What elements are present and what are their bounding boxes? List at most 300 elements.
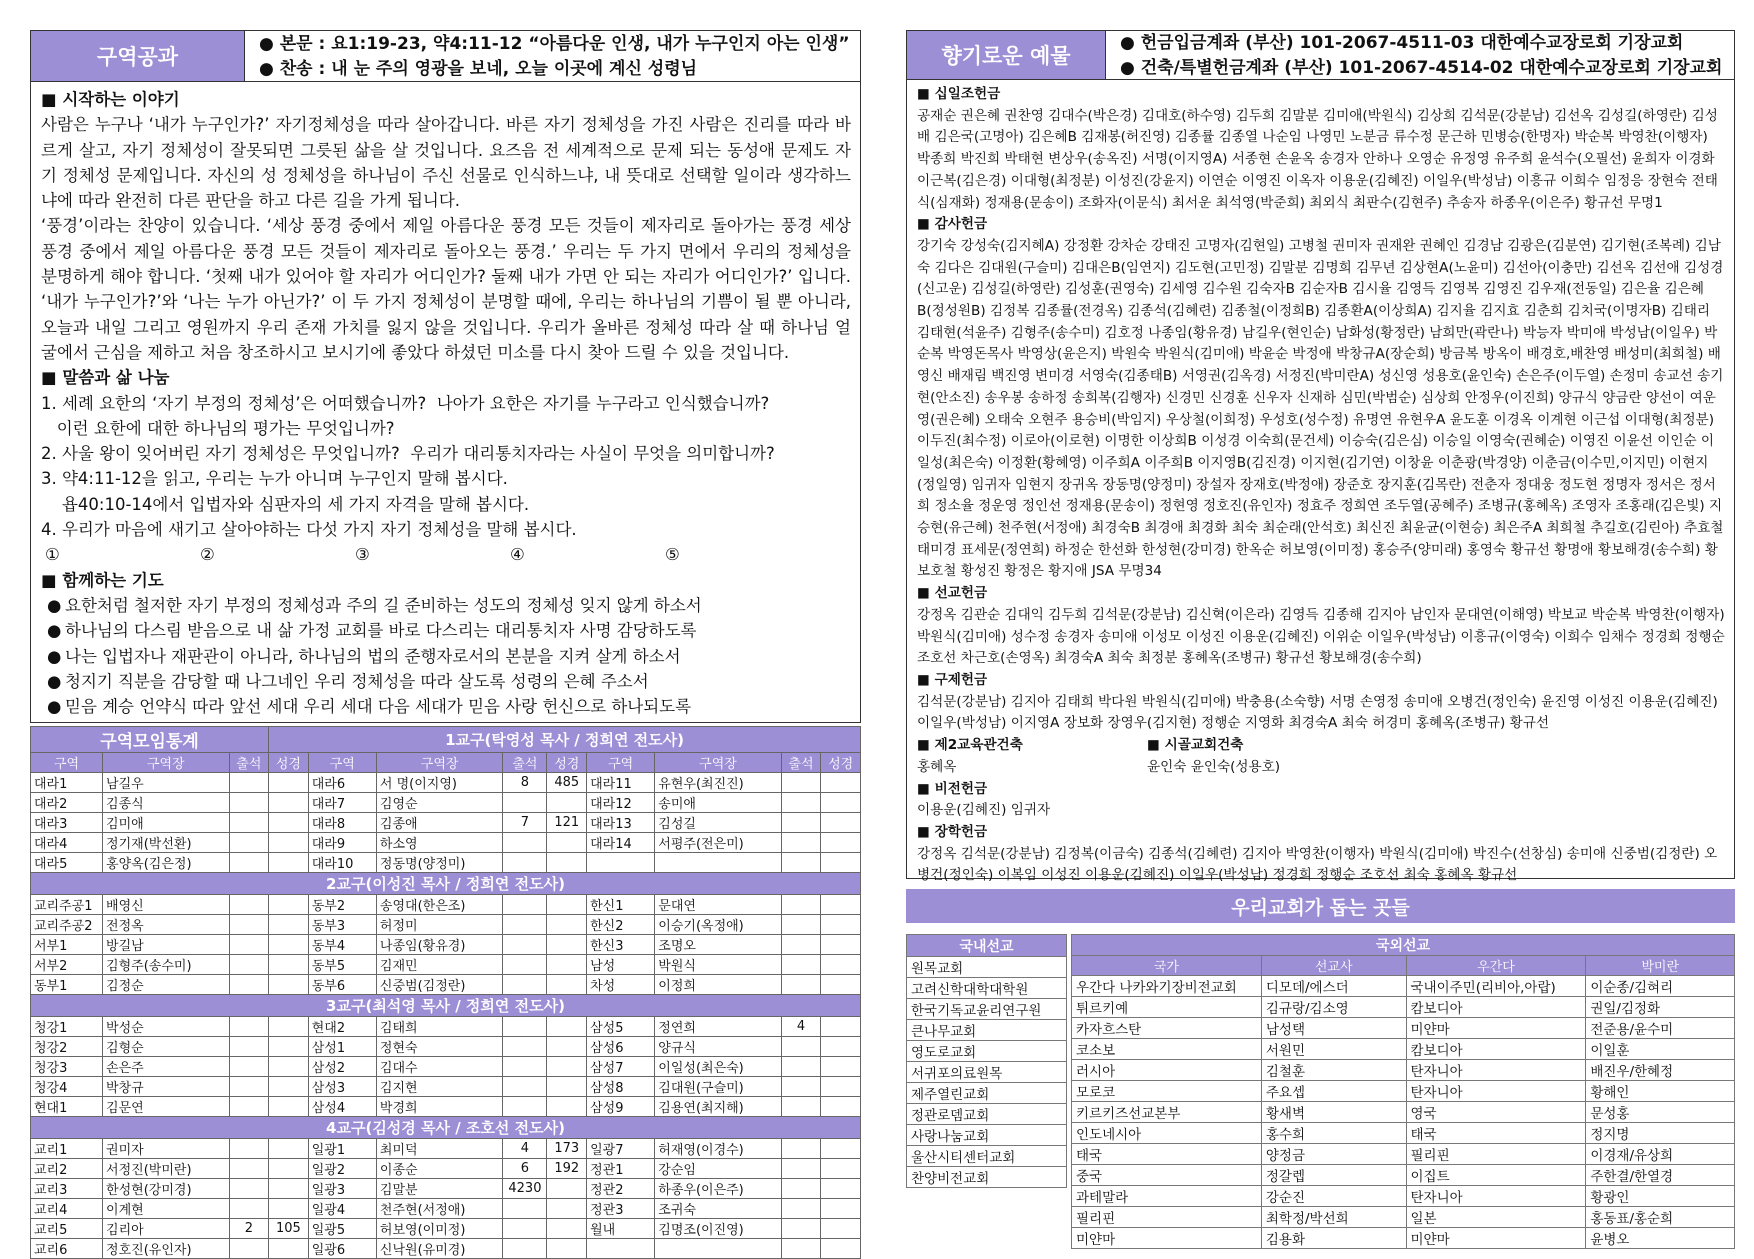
foreign-cell: 김용화 xyxy=(1261,1228,1406,1249)
stats-cell: 삼성3 xyxy=(308,1077,376,1097)
offering-title-education: ■ 제2교육관건축 xyxy=(917,737,1023,754)
offering-names-thanks: 강기숙 강성숙(김지혜A) 강정환 강차순 강태진 고명자(김현일) 고병철 권미자 권재완 권혜인 김경남 김광은(김분연) 김기현(조복례) 김남숙 김다은 김대원(구슬미) 김대은B(임연지) 김도현(고민정) 김말분 김명희 김무년 김상현A(노윤미) 김선아(이충만) 김선옥 김선애 김성경(신고운) 김성길(하영란) 김성훈(권영숙) 김세영 김수원 김숙자B 김순자B 김시율 김영득 김영복 김영진 김우재(전동일) 김은율 김은혜B(정성원B) 김정복 김종률(전경옥) 김종석(김혜련) 김종철(이정희B) 김종환A(이상희A) 김지율 김지효 김춘희 김치국(이명자B) 김태리 김태현(석윤주) 김형주(송수미) 김호정 나종임(황유경) 남길우(현인순) 남화성(황정란) 남희만(곽란나) 박능자 박미애 박성남(이일우) 박순복 박영돈목사 박영상(윤은지) 박원숙 박원식(김미애) 박윤순 박정애 박창규A(장순희) 방금복 방옥이 배경호,배찬영 배성미(최희철) 배영신 배재림 백진영 변미경 서영숙(김종태B) 서영권(김옥경) 서정진(박미란A) 성신영 성용호(윤인숙) 손은주(이두열) 손정미 송교선 송기현(안소진) 송우봉 송하정 송희복(김행자) 신경민 신경훈 신우자 신재하 심민(박범순) 심상희 안정우(이진희) 양규식 양금란 양선이 여운영(권은혜) 오태숙 오현주 용승비(박임지) 우상철(이희정) 우성호(성수정) 유명연 유현우A 윤도훈 이경옥 이계현 이근섭 이대형(최정분) 이두진(최수정) 이로아(이로현) 이명한 이상희B 이성경 이숙희(문건세) 이승숙(김은심) 이승일 이영숙(권혜순) 이영진 이윤선 이인순 이일성(최은숙) 이정환(황혜영) 이주희A 이주희B 이지영B(김진경) 이지현(김기연) 이창윤 이춘광(박경양) 이춘금(이수민,이지민) 이현지(정일영) 임귀자 임현지 장귀옥 장동명(양정미) 장설자 장재호(박정애) 장준호 장지훈(김목란) 전춘자 정대웅 정도현 정명자 정서은 정서희 정소율 정운영 정인선 정재용(문송이) 정현영 정호진(유인자) 정효주 정희연 조두열(공혜주) 조병규(홍혜옥) 조영자 조홍래(김은빛) 지승현(유근혜) 천주현(서정애) 최경숙B 최경애 최경화 최숙 최순래(안석호) 최신진 최윤균(이현승) 최은주A 최희철 추길호(김린아) 추효철 태미경 표세문(정연희) 하정순 한선화 한성현(강미경) 한옥순 허보영(이미정) 홍승주(양미래) 홍영숙 황규선 황명애 황보해경(송수희) 황보호철 황성진 황정은 황지애 JSA 무명34 xyxy=(917,237,1724,580)
intro-title: ■ 시작하는 이야기 xyxy=(41,90,180,109)
stats-cell: 동부5 xyxy=(308,955,376,975)
mission-banner: 우리교회가 돕는 곳들 xyxy=(906,889,1735,923)
stats-cell xyxy=(821,813,861,833)
stats-cell xyxy=(821,1239,861,1259)
stats-cell: 이일성(최은숙) xyxy=(655,1057,781,1077)
stats-cell: 대라11 xyxy=(587,773,655,793)
offering-header xyxy=(1120,31,1722,81)
stats-row xyxy=(31,1057,861,1077)
prayer-item: ● 청지기 직분을 감당할 때 나그네인 우리 정체성을 따라 살도록 성령의 은혜 주소서 xyxy=(47,671,649,691)
foreign-cell: 모로코 xyxy=(1072,1081,1262,1102)
stats-cell: 105 xyxy=(269,1219,309,1239)
stats-cell: 교리주공1 xyxy=(31,895,103,915)
stats-cell: 대라7 xyxy=(308,793,376,813)
stats-col-header: 출석 xyxy=(503,753,547,773)
stats-cell xyxy=(503,1057,547,1077)
stats-cell: 대라10 xyxy=(308,853,376,873)
stats-cell: 박원식 xyxy=(655,955,781,975)
stats-cell: 정관3 xyxy=(587,1199,655,1219)
foreign-col-header: 국가 xyxy=(1072,956,1262,976)
study-header xyxy=(259,32,850,82)
stats-cell: 121 xyxy=(547,813,587,833)
stats-cell: 김리아 xyxy=(103,1219,229,1239)
stats-cell: 유현우(최진진) xyxy=(655,773,781,793)
stats-cell: 권미자 xyxy=(103,1139,229,1159)
question-item: 3. 약4:11-12을 읽고, 우리는 누가 아니며 누구인지 말해 봅시다. xyxy=(41,469,508,489)
study-panel xyxy=(30,30,861,723)
foreign-col-header: 박미란 xyxy=(1586,956,1735,976)
stats-cell: 동부2 xyxy=(308,895,376,915)
stats-cell xyxy=(269,1057,309,1077)
stats-cell xyxy=(547,895,587,915)
stats-cell: 김재민 xyxy=(376,955,502,975)
stats-cell xyxy=(229,955,269,975)
stats-cell xyxy=(229,1057,269,1077)
question-item: 2. 사울 왕이 잊어버린 자기 정체성은 무엇입니까? 우리가 대리통치자라는 사실이 무엇을 의미합니까? xyxy=(41,444,775,464)
stats-cell: 대라9 xyxy=(308,833,376,853)
stats-cell: 양규식 xyxy=(655,1037,781,1057)
foreign-cell: 문성홍 xyxy=(1586,1102,1735,1123)
domestic-church: 영도로교회 xyxy=(907,1041,1067,1062)
stats-cell: 동부6 xyxy=(308,975,376,995)
stats-cell: 교리5 xyxy=(31,1219,103,1239)
stats-col-header: 구역장 xyxy=(376,753,502,773)
foreign-cell: 키르키즈선교본부 xyxy=(1072,1102,1262,1123)
stats-cell xyxy=(503,853,547,873)
stats-cell xyxy=(781,1057,821,1077)
stats-row xyxy=(31,895,861,915)
stats-cell: 삼성9 xyxy=(587,1097,655,1117)
stats-cell: 삼성2 xyxy=(308,1057,376,1077)
stats-cell: 삼성6 xyxy=(587,1037,655,1057)
stats-row xyxy=(31,1159,861,1179)
stats-cell xyxy=(781,975,821,995)
stats-cell xyxy=(229,935,269,955)
stats-cell xyxy=(821,935,861,955)
stats-cell: 4 xyxy=(503,1139,547,1159)
stats-table xyxy=(30,726,861,1259)
stats-cell: 이계현 xyxy=(103,1199,229,1219)
study-label: 구역공과 xyxy=(31,31,244,81)
stats-cell: 김용연(최지해) xyxy=(655,1097,781,1117)
stats-cell xyxy=(229,1097,269,1117)
stats-cell xyxy=(821,1159,861,1179)
stats-cell xyxy=(503,1219,547,1239)
stats-cell: 일광6 xyxy=(308,1239,376,1259)
foreign-cell: 영국 xyxy=(1406,1102,1586,1123)
foreign-cell: 튀르키예 xyxy=(1072,997,1262,1018)
district-band: 2교구(이성진 목사 / 정희연 전도사) xyxy=(31,873,861,895)
stats-cell: 일광7 xyxy=(587,1139,655,1159)
foreign-row xyxy=(1072,997,1735,1018)
district-band: 3교구(최석영 목사 / 정희연 전도사) xyxy=(31,995,861,1017)
stats-cell: 정기재(박선환) xyxy=(103,833,229,853)
study-header-bottom xyxy=(31,81,860,82)
stats-row xyxy=(31,793,861,813)
foreign-cell: 국내이주민(리비아,아랍) xyxy=(1406,976,1586,997)
stats-cell: 정관2 xyxy=(587,1179,655,1199)
stats-cell xyxy=(269,1179,309,1199)
stats-cell xyxy=(503,915,547,935)
stats-cell: 박성순 xyxy=(103,1017,229,1037)
stats-cell xyxy=(821,895,861,915)
stats-cell xyxy=(229,813,269,833)
stats-row xyxy=(31,975,861,995)
foreign-cell: 황해인 xyxy=(1586,1081,1735,1102)
stats-cell: 이승기(옥정애) xyxy=(655,915,781,935)
offering-title-vision: ■ 비전헌금 xyxy=(917,780,988,797)
stats-row xyxy=(31,1199,861,1219)
offering-names-relief: 김석문(강분남) 김지아 김태희 박다원 박원식(김미애) 박충용(소숙향) 서명 손영정 송미애 오병건(정인숙) 윤진영 이성진 이용운(김혜진) 이일우(박성남) 이지영A 장보화 장영우(김지현) 정행순 지영화 최경숙A 최숙 허경미 홍혜옥(조병규) 황규선 xyxy=(917,693,1718,732)
stats-cell: 서부2 xyxy=(31,955,103,975)
domestic-church: 큰나무교회 xyxy=(907,1020,1067,1041)
stats-col-header: 구역 xyxy=(308,753,376,773)
stats-cell xyxy=(547,1199,587,1219)
offering-names-tithe: 공재순 권은혜 권찬영 김대수(박은경) 김대호(하수영) 김두희 김말분 김미애(박원식) 김상희 김석문(강분남) 김선옥 김성길(하영란) 김성배 김은국(고명아) 김은혜B 김재봉(허진영) 김종률 김종열 나순임 나영민 노분금 류수정 문근하 민병승(한명자) 박순복 박영찬(이행자) 박종희 박진희 박태현 변상우(송옥진) 서명(이지영A) 서종현 손윤옥 송경자 안하나 오영순 유정영 유주희 윤석수(오필선) 윤희자 이경화 이근복(김은경) 이대형(최정분) 이성진(강윤지) 이연순 이영진 이옥자 이용운(김혜진) 이일우(박성남) 이흥규 이희수 임정응 장현숙 전태식(심재화) 정재용(문송이) 조화자(이문식) 최서운 최석영(박준희) 최외식 최판수(김현주) 추송자 하종우(이은주) 황규선 무명1 xyxy=(917,107,1718,211)
stats-cell xyxy=(229,1037,269,1057)
foreign-cell: 황새벽 xyxy=(1261,1102,1406,1123)
stats-cell: 최미덕 xyxy=(376,1139,502,1159)
study-header-divider xyxy=(244,31,245,81)
offering-header-divider xyxy=(1105,31,1106,79)
stats-cell: 192 xyxy=(547,1159,587,1179)
foreign-cell: 이순종/김혀리 xyxy=(1586,976,1735,997)
stats-cell: 김종애 xyxy=(376,813,502,833)
stats-cell xyxy=(781,773,821,793)
foreign-cell: 최학정/박선희 xyxy=(1261,1207,1406,1228)
stats-cell xyxy=(547,1017,587,1037)
stats-cell xyxy=(821,1037,861,1057)
circle-5: ⑤ xyxy=(665,545,680,565)
stats-cell: 박창규 xyxy=(103,1077,229,1097)
stats-col-header: 성경 xyxy=(547,753,587,773)
stats-cell xyxy=(503,935,547,955)
prayer-item: ● 하나님의 다스림 받음으로 내 삶 가정 교회를 바로 다스리는 대리통치자 사명 감당하도록 xyxy=(47,621,697,641)
prayer-title: ■ 함께하는 기도 xyxy=(41,570,164,590)
stats-cell: 김명조(이진영) xyxy=(655,1219,781,1239)
foreign-cell: 미얀마 xyxy=(1406,1228,1586,1249)
foreign-cell: 주한결/한열경 xyxy=(1586,1165,1735,1186)
stats-cell xyxy=(547,915,587,935)
stats-cell: 신중범(김정란) xyxy=(376,975,502,995)
stats-label: 구역모임통계 xyxy=(31,727,269,753)
domestic-church: 찬양비전교회 xyxy=(907,1167,1067,1188)
answer-circles xyxy=(41,542,851,567)
foreign-cell: 양정금 xyxy=(1261,1144,1406,1165)
stats-cell: 남성 xyxy=(587,955,655,975)
stats-cell: 남길우 xyxy=(103,773,229,793)
stats-cell: 김영순 xyxy=(376,793,502,813)
foreign-row xyxy=(1072,1165,1735,1186)
stats-cell: 7 xyxy=(503,813,547,833)
stats-col-header: 성경 xyxy=(821,753,861,773)
stats-cell: 이정희 xyxy=(655,975,781,995)
stats-cell xyxy=(229,773,269,793)
stats-cell xyxy=(781,1139,821,1159)
domestic-church: 제주열린교회 xyxy=(907,1083,1067,1104)
stats-cell: 대라14 xyxy=(587,833,655,853)
foreign-cell: 이일훈 xyxy=(1586,1039,1735,1060)
stats-cell: 교리2 xyxy=(31,1159,103,1179)
foreign-cell: 홍동표/홍순희 xyxy=(1586,1207,1735,1228)
stats-cell xyxy=(269,975,309,995)
stats-cell xyxy=(781,1077,821,1097)
stats-cell: 삼성7 xyxy=(587,1057,655,1077)
foreign-cell: 우간다 나카와기장비전교회 xyxy=(1072,976,1262,997)
stats-cell xyxy=(269,833,309,853)
foreign-cell: 필리핀 xyxy=(1406,1144,1586,1165)
stats-cell: 청강4 xyxy=(31,1077,103,1097)
stats-cell xyxy=(229,1017,269,1037)
stats-cell xyxy=(229,1139,269,1159)
stats-cell: 박경희 xyxy=(376,1097,502,1117)
stats-row xyxy=(31,853,861,873)
question-item: 1. 세례 요한의 ‘자기 부정의 정체성’은 어떠했습니까? 나아가 요한은 자기를 누구라고 인식했습니까? xyxy=(41,393,770,413)
stats-cell: 4 xyxy=(781,1017,821,1037)
intro-paragraph: ‘풍경’이라는 찬양이 있습니다. ‘세상 풍경 중에서 제일 아름다운 풍경 모든 것들이 제자리로 돌아가는 풍경 세상 풍경 중에서 제일 아름다운 풍경 모든 것들이 제자리로 돌아오는 풍경.’ 우리는 두 가지 면에서 우리의 정체성을 분명하게 해야 합니다. ‘첫째 내가 있어야 할 자리가 어디인가? 둘째 내가 가면 안 되는 자리가 어디인가?’ 입니다. ‘내가 누구인가?’와 ‘나는 누가 아닌가?’ 이 두 가지 정체성이 분명할 때에, 우리는 하나님의 기쁨이 될 뿐 아니라, 오늘과 내일 그리고 영원까지 우리 존재 가치를 잃지 않을 것입니다. 우리가 올바른 정체성 따라 살 때 하나님 얼굴에서 근심을 제하고 처음 창조하시고 보시기에 좋았다 하셨던 미소를 다시 찾아 드릴 수 있을 것입니다. xyxy=(41,216,851,362)
foreign-cell: 태국 xyxy=(1072,1144,1262,1165)
question-item: 이런 요한에 대한 하나님의 평가는 무엇입니까? xyxy=(41,418,395,438)
stats-cell: 동부4 xyxy=(308,935,376,955)
stats-cell xyxy=(547,833,587,853)
stats-cell xyxy=(269,813,309,833)
stats-col-header: 출석 xyxy=(781,753,821,773)
foreign-cell: 정지명 xyxy=(1586,1123,1735,1144)
foreign-cell: 인도네시아 xyxy=(1072,1123,1262,1144)
stats-cell: 173 xyxy=(547,1139,587,1159)
stats-cell xyxy=(229,975,269,995)
stats-cell: 홍양옥(김은정) xyxy=(103,853,229,873)
stats-cell: 교리3 xyxy=(31,1179,103,1199)
foreign-cell: 강순진 xyxy=(1261,1186,1406,1207)
stats-cell: 김정순 xyxy=(103,975,229,995)
offering-names-mission: 강정옥 김관순 김대익 김두희 김석문(강분남) 김신혁(이은라) 김영득 김종해 김지아 남인자 문대연(이해영) 박보교 박순복 박영찬(이행자) 박원식(김미애) 성수정 송경자 송미애 이성모 이성진 이용운(김혜진) 이위순 이일우(박성남) 이흥규(이영숙) 이희수 임채수 정경희 정행순 조호선 차근호(손영옥) 최경숙A 최숙 최정분 홍혜옥(조병규) 황규선 황보해경(송수희) xyxy=(917,606,1725,667)
study-hymn: ● 찬송 : 내 눈 주의 영광을 보네, 오늘 이곳에 계신 성령님 xyxy=(259,59,698,79)
stats-cell xyxy=(821,1139,861,1159)
offering-names-education: 홍혜옥 xyxy=(917,758,957,775)
offering-title-scholarship: ■ 장학헌금 xyxy=(917,823,988,840)
domestic-church: 서귀포의료원목 xyxy=(907,1062,1067,1083)
domestic-church: 원목교회 xyxy=(907,957,1067,978)
stats-cell: 삼성8 xyxy=(587,1077,655,1097)
stats-cell xyxy=(269,1139,309,1159)
stats-cell xyxy=(503,1239,547,1259)
stats-col-header: 구역 xyxy=(31,753,103,773)
circle-4: ④ xyxy=(510,545,525,565)
stats-cell xyxy=(781,813,821,833)
stats-cell: 김말분 xyxy=(376,1179,502,1199)
stats-row xyxy=(31,915,861,935)
stats-cell: 교리주공2 xyxy=(31,915,103,935)
stats-cell xyxy=(821,853,861,873)
foreign-cell: 김규랑/김소영 xyxy=(1261,997,1406,1018)
stats-row xyxy=(31,935,861,955)
stats-cell xyxy=(503,1037,547,1057)
stats-cell: 교리6 xyxy=(31,1239,103,1259)
stats-cell xyxy=(587,853,655,873)
offering-title-rural: ■ 시골교회건축 xyxy=(1147,737,1244,754)
foreign-cell: 러시아 xyxy=(1072,1060,1262,1081)
stats-row xyxy=(31,1139,861,1159)
question-item: 욥40:10-14에서 입법자와 심판자의 세 가지 자격을 말해 봅시다. xyxy=(41,494,530,514)
stats-cell xyxy=(781,1239,821,1259)
foreign-cell: 정갈렙 xyxy=(1261,1165,1406,1186)
stats-cell xyxy=(821,1017,861,1037)
foreign-cell: 황광인 xyxy=(1586,1186,1735,1207)
foreign-cell: 탄자니아 xyxy=(1406,1081,1586,1102)
foreign-row xyxy=(1072,976,1735,997)
prayer-item: ● 나는 입법자나 재판관이 아니라, 하나님의 법의 준행자로서의 본분을 지켜 살게 하소서 xyxy=(47,646,681,666)
stats-row xyxy=(31,833,861,853)
stats-row xyxy=(31,1037,861,1057)
stats-cell xyxy=(547,853,587,873)
stats-cell xyxy=(503,1017,547,1037)
stats-cell xyxy=(781,955,821,975)
stats-cell: 일광5 xyxy=(308,1219,376,1239)
foreign-row xyxy=(1072,1081,1735,1102)
domestic-church: 한국기독교윤리연구원 xyxy=(907,999,1067,1020)
stats-cell xyxy=(229,915,269,935)
stats-cell xyxy=(821,773,861,793)
stats-cell: 한신1 xyxy=(587,895,655,915)
domestic-head: 국내선교 xyxy=(907,935,1067,957)
stats-row xyxy=(31,1017,861,1037)
stats-row xyxy=(31,1239,861,1259)
stats-cell xyxy=(503,1097,547,1117)
stats-cell: 한신3 xyxy=(587,935,655,955)
stats-cell: 전정옥 xyxy=(103,915,229,935)
circle-1: ① xyxy=(45,545,60,565)
stats-cell: 청강2 xyxy=(31,1037,103,1057)
stats-cell: 서정진(박미란) xyxy=(103,1159,229,1179)
foreign-cell: 캄보디아 xyxy=(1406,997,1586,1018)
stats-cell xyxy=(269,935,309,955)
stats-cell: 청강1 xyxy=(31,1017,103,1037)
stats-cell xyxy=(781,1037,821,1057)
stats-cell xyxy=(547,1057,587,1077)
foreign-cell: 미얀마 xyxy=(1072,1228,1262,1249)
account-building: ● 건축/특별헌금계좌 (부산) 101-2067-4514-02 대한예수교장로회 기장교회 xyxy=(1120,58,1723,78)
stats-cell xyxy=(229,1179,269,1199)
account-general: ● 헌금입금계좌 (부산) 101-2067-4511-03 대한예수교장로회 기장교회 xyxy=(1120,33,1684,53)
foreign-cell: 이경재/유상희 xyxy=(1586,1144,1735,1165)
foreign-cell: 홍수희 xyxy=(1261,1123,1406,1144)
stats-col-header: 출석 xyxy=(229,753,269,773)
offering-label: 향기로운 예물 xyxy=(907,31,1105,79)
stats-cell xyxy=(229,1077,269,1097)
stats-cell: 6 xyxy=(503,1159,547,1179)
foreign-cell: 디모데/에스더 xyxy=(1261,976,1406,997)
stats-cell xyxy=(503,1077,547,1097)
offering-names-scholarship: 강정옥 김석문(강분남) 김정복(이금숙) 김종석(김혜련) 김지아 박영찬(이행자) 박원식(김미애) 박진수(선창심) 송미애 신중범(김정란) 오병건(정인숙) 이복임 이성진 이용운(김혜진) 이일우(박성남) 정경희 정행순 조호선 최숙 홍혜옥 황규선 xyxy=(917,845,1718,884)
stats-cell: 청강3 xyxy=(31,1057,103,1077)
stats-cell: 대라4 xyxy=(31,833,103,853)
stats-cell: 삼성1 xyxy=(308,1037,376,1057)
stats-cell xyxy=(655,1239,781,1259)
stats-cell xyxy=(821,975,861,995)
stats-cell xyxy=(821,1077,861,1097)
stats-cell: 동부3 xyxy=(308,915,376,935)
stats-cell xyxy=(269,1037,309,1057)
foreign-cell: 중국 xyxy=(1072,1165,1262,1186)
stats-cell xyxy=(821,1057,861,1077)
stats-cell: 송미애 xyxy=(655,793,781,813)
offering-body xyxy=(917,84,1725,887)
stats-cell xyxy=(269,1159,309,1179)
foreign-row xyxy=(1072,1186,1735,1207)
stats-cell: 하소영 xyxy=(376,833,502,853)
stats-cell xyxy=(547,793,587,813)
stats-cell: 대라2 xyxy=(31,793,103,813)
stats-cell xyxy=(547,1219,587,1239)
prayer-item: ● 믿음 계승 언약식 따라 앞선 세대 우리 세대 다음 세대가 믿음 사랑 헌신으로 하나되도록 xyxy=(47,697,692,717)
stats-cell xyxy=(781,1097,821,1117)
stats-cell: 일광4 xyxy=(308,1199,376,1219)
stats-cell xyxy=(587,1239,655,1259)
stats-cell: 대라12 xyxy=(587,793,655,813)
stats-cell: 김성길 xyxy=(655,813,781,833)
intro-paragraph: 사람은 누구나 ‘내가 누구인가?’ 자기정체성을 따라 살아갑니다. 바른 자기 정체성을 가진 사람은 진리를 따라 바르게 살고, 자기 정체성이 잘못되면 그릇된 삶을 살 것입니다. 요즈음 전 세계적으로 문제 되는 동성애 문제도 자기 정체성 문제입니다. 자신의 성 정체성을 하나님이 주신 선물로 인식하느냐, 내 뜻대로 선택할 일이라 생각하느냐에 따라 완전히 다른 판단을 하고 다른 길을 가게 됩니다. xyxy=(41,115,851,211)
foreign-cell: 카자흐스탄 xyxy=(1072,1018,1262,1039)
stats-cell xyxy=(547,975,587,995)
offering-names-vision: 이용운(김혜진) 임귀자 xyxy=(917,802,1051,819)
stats-cell: 대라13 xyxy=(587,813,655,833)
stats-cell: 8 xyxy=(503,773,547,793)
stats-col-header: 구역장 xyxy=(103,753,229,773)
stats-cell: 현대2 xyxy=(308,1017,376,1037)
stats-cell xyxy=(781,1199,821,1219)
question-item: 4. 우리가 마음에 새기고 살아야하는 다섯 가지 자기 정체성을 말해 봅시다. xyxy=(41,520,577,540)
stats-cell: 신낙원(유미경) xyxy=(376,1239,502,1259)
stats-cell xyxy=(821,1199,861,1219)
stats-cell xyxy=(781,1159,821,1179)
stats-cell xyxy=(781,1219,821,1239)
stats-cell: 한성현(강미경) xyxy=(103,1179,229,1199)
stats-cell: 정동명(양정미) xyxy=(376,853,502,873)
stats-cell xyxy=(781,793,821,813)
foreign-head: 국외선교 xyxy=(1072,935,1735,956)
stats-cell xyxy=(269,915,309,935)
foreign-row xyxy=(1072,1018,1735,1039)
stats-cell: 서 명(이지영) xyxy=(376,773,502,793)
stats-cell xyxy=(269,895,309,915)
offering-panel xyxy=(906,30,1735,884)
foreign-cell: 탄자니아 xyxy=(1406,1060,1586,1081)
domestic-church: 고려신학대학대학원 xyxy=(907,978,1067,999)
foreign-cell: 캄보디아 xyxy=(1406,1039,1586,1060)
stats-cell: 조귀숙 xyxy=(655,1199,781,1219)
stats-cell xyxy=(269,1097,309,1117)
stats-cell xyxy=(655,853,781,873)
stats-cell xyxy=(503,793,547,813)
foreign-cell: 코소보 xyxy=(1072,1039,1262,1060)
foreign-row xyxy=(1072,1207,1735,1228)
stats-cell: 손은주 xyxy=(103,1057,229,1077)
stats-cell: 일광2 xyxy=(308,1159,376,1179)
stats-cell: 485 xyxy=(547,773,587,793)
stats-cell: 김태희 xyxy=(376,1017,502,1037)
stats-cell xyxy=(269,793,309,813)
stats-cell xyxy=(547,1077,587,1097)
circle-2: ② xyxy=(200,545,215,565)
prayer-item: ● 요한처럼 철저한 자기 부정의 정체성과 주의 길 준비하는 성도의 정체성 잊지 않게 하소서 xyxy=(47,595,702,615)
stats-cell xyxy=(547,1239,587,1259)
stats-cell: 김대수 xyxy=(376,1057,502,1077)
stats-cell xyxy=(781,895,821,915)
